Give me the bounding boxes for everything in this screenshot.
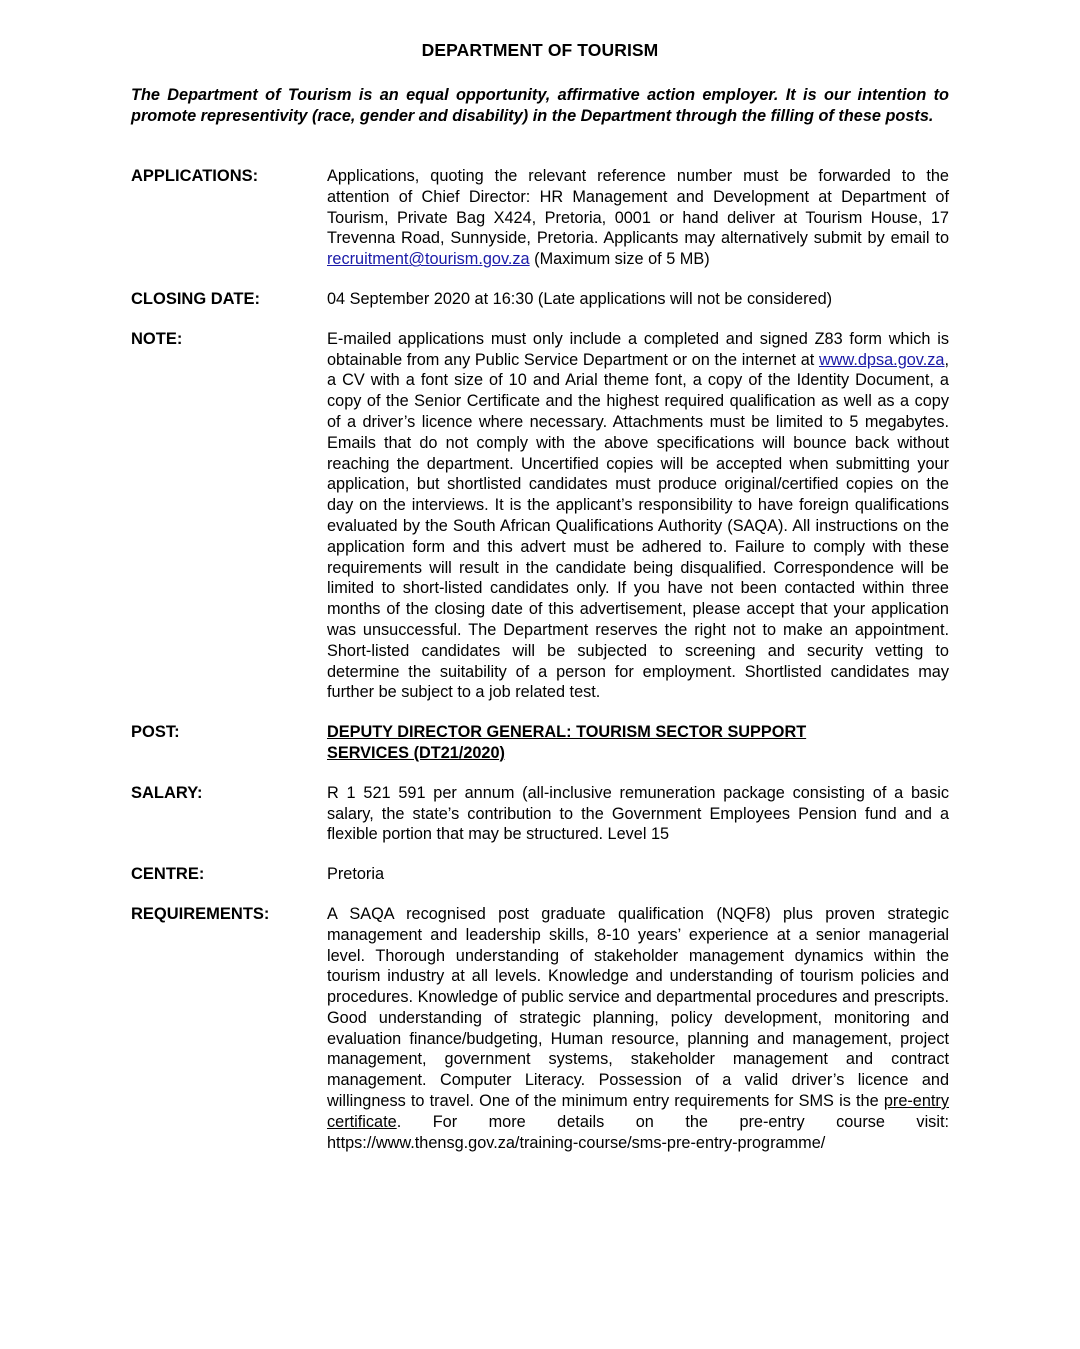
post-label: POST:: [131, 723, 180, 742]
post-title-line2: SERVICES (DT21/2020): [327, 743, 505, 762]
salary-label: SALARY:: [131, 783, 203, 802]
post-title: [327, 722, 949, 764]
pre-entry-certificate-link[interactable]: pre-entry certificate: [327, 1092, 949, 1131]
salary-text: R 1 521 591 per annum (all-inclusive remuneration package consisting of a basic salary, the state’s contribution to the Government Employees Pension fund and a flexible portion that may be structured. Level 15: [327, 783, 949, 844]
note-text: [327, 329, 949, 703]
requirements-row: [131, 904, 949, 1154]
page-title: DEPARTMENT OF TOURISM: [421, 40, 659, 60]
document-page: [131, 40, 949, 1172]
intro-statement: The Department of Tourism is an equal opportunity, affirmative action employer. It is our intention to promote representivity (race, gender and disability) in the Department through the filling of these posts.: [131, 86, 949, 125]
requirements-text-after: . For more details on the pre-entry course visit: https://www.thensg.gov.za/training-course/sms-pre-entry-programme/: [327, 1112, 949, 1152]
applications-text: [327, 166, 949, 270]
applications-label: APPLICATIONS:: [131, 167, 259, 185]
closing-date-text: 04 September 2020 at 16:30 (Late applications will not be considered): [327, 289, 833, 308]
dpsa-link[interactable]: www.dpsa.gov.za: [818, 350, 945, 369]
requirements-text: [327, 904, 949, 1154]
post-row: [131, 722, 949, 764]
centre-text: Pretoria: [327, 865, 385, 884]
note-row: [131, 329, 949, 703]
note-text-before: E-mailed applications must only include a completed and signed Z83 form which is obtainable from any Public Service Department or on the internet at: [327, 329, 949, 369]
recruitment-email-link[interactable]: recruitment@tourism.gov.za: [327, 250, 530, 269]
salary-row: [131, 783, 949, 845]
applications-text-after: (Maximum size of 5 MB): [529, 250, 710, 269]
requirements-label: REQUIREMENTS:: [131, 904, 270, 923]
centre-label: CENTRE:: [131, 865, 205, 884]
applications-text-before: Applications, quoting the relevant reference number must be forwarded to the attention of Chief Director: HR Management and Development at Department of Tourism, Private Bag X424, Pretoria, 0001 or hand deliver at Tourism House, 17 Trevenna Road, Sunnyside, Pretoria. Applicants may alternatively submit by email to: [327, 167, 949, 248]
requirements-text-before: A SAQA recognised post graduate qualification (NQF8) plus proven strategic management and leadership skills, 8-10 years’ experience at a senior managerial level. Thorough understanding of stakeholder management dynamics within the tourism industry at all levels. Knowledge and understanding of tourism policies and procedures. Knowledge of public service and departmental procedures and prescripts. Good understanding of strategic planning, policy development, monitoring and evaluation finance/budgeting, Human resource, planning and management, project management, government systems, stakeholder management and contract management. Computer Literacy. Possession of a valid driver’s licence and willingness to travel. One of the minimum entry requirements for SMS is the: [327, 904, 949, 1111]
centre-row: [131, 864, 949, 885]
closing-date-label: CLOSING DATE:: [131, 289, 260, 308]
note-text-after: , a CV with a font size of 10 and Arial theme font, a copy of the Identity Document, a copy of the Senior Certificate and the highest required qualification as well as a copy of a driver’s licence where necessary. Attachments must be limited to 5 megabytes. Emails that do not comply with the above specifications will bounce back without reaching the department. Uncertified copies will be accepted when submitting your application, but shortlisted candidates must produce original/certified copies on the day on the interviews. It is the applicant’s responsibility to have foreign qualifications evaluated by the South African Qualifications Authority (SAQA). All instructions on the application form and this advert must be adhered to. Failure to comply with these requirements will result in the candidate being disqualified. Correspondence will be limited to short-listed candidates only. If you have not been contacted within three months of the closing date of this advertisement, please accept that your application was unsuccessful. The Department reserves the right not to make an appointment. Short-listed candidates will be subjected to screening and security vetting to determine the suitability of a person for employment. Shortlisted candidates may further be subject to a job related test.: [327, 350, 949, 702]
note-label: NOTE:: [131, 329, 183, 348]
post-title-line1: DEPUTY DIRECTOR GENERAL: TOURISM SECTOR SUPPORT: [327, 723, 807, 742]
applications-row: [131, 166, 949, 270]
closing-date-row: [131, 289, 949, 310]
